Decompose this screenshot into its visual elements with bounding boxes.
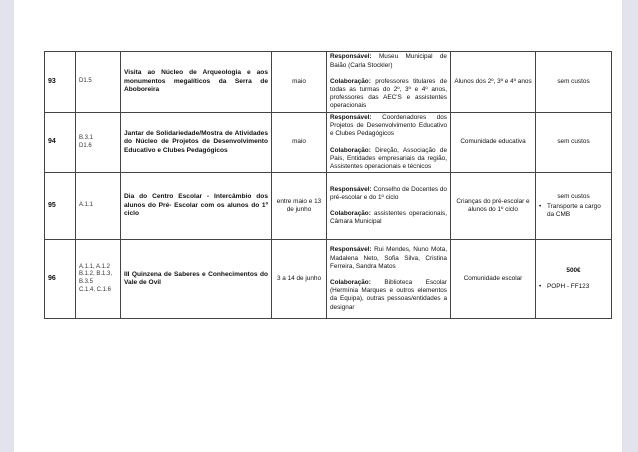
cost-text: sem custos (557, 192, 590, 200)
collaboration-label: Colaboração: (330, 146, 371, 154)
activities-table (44, 51, 612, 319)
target-audience: Comunidade escolar (451, 240, 536, 319)
activity-number: 96 (45, 240, 76, 319)
objective-code: A.1.1, A.1.2 (79, 263, 111, 270)
responsibles-cell (327, 52, 451, 113)
activity-date: maio (272, 52, 327, 113)
cost-cell (536, 173, 612, 240)
target-audience: Crianças do pré-escolar e alunos do 1º ciclo (451, 173, 536, 240)
responsible-label: Responsável: (330, 185, 372, 193)
responsible-label: Responsável: (330, 53, 372, 61)
collaboration-label: Colaboração: (330, 77, 371, 85)
activity-number: 93 (45, 52, 76, 113)
objective-code: B.1.2, B.1.3, (79, 271, 113, 278)
list-item: • POPH - FF123 (539, 283, 608, 291)
responsible-text: Conselho de Docentes do pré-escolar e do 1º ciclo (330, 185, 447, 201)
responsibles-cell (327, 113, 451, 173)
activity-title: Visita ao Núcleo de Arqueologia e aos monumentos megalíticos da Serra de Aboboreira (121, 52, 272, 113)
objective-code: B.3.1 (79, 134, 94, 141)
cost-cell (536, 113, 612, 173)
cost-text: sem custos (557, 138, 590, 146)
cost-list (539, 203, 608, 219)
activity-date: 3 a 14 de junho (272, 240, 327, 319)
collaboration-label: Colaboração: (330, 210, 371, 218)
list-item: • Transporte a cargo da CMB (539, 203, 608, 219)
responsibles-cell (327, 240, 451, 319)
activity-number: 95 (45, 173, 76, 240)
objective-code: D1.6 (79, 142, 92, 149)
collaboration-label: Colaboração: (330, 279, 371, 287)
collaboration-text: professores titulares de todas as turmas do 2º, 3º e 4º anos, professores das AEC'S e assistentes operacionais (330, 77, 447, 110)
collaboration-text: assistentes operacionais, Câmara Municipal (330, 210, 447, 226)
responsible-text: Coordenadores dos Projetos de Desenvolvimento Educativo e Clubes Pedagógicos (330, 114, 447, 138)
collaboration-text: Biblioteca Escolar (Hermínia Marques e outros elementos da Equipa), outras pessoas/entidades a designar (330, 279, 447, 311)
activity-title: Dia do Centro Escolar - Intercâmbio dos alunos do Pré- Escolar com os alunos do 1º ciclo (121, 173, 272, 240)
objective-codes (76, 113, 121, 173)
activity-title: Jantar de Solidariedade/Mostra de Atividades do Núcleo de Projetos de Desenvolvimento Educativo e Clubes Pedagógicos (121, 113, 272, 173)
objective-code: D1.5 (79, 78, 92, 85)
cost-cell (536, 52, 612, 113)
objective-code: C.1.4, C.1.6 (79, 286, 112, 293)
target-audience: Comunidade educativa (451, 113, 536, 173)
activity-date: maio (272, 113, 327, 173)
activity-date: entre maio e 13 de junho (272, 173, 327, 240)
table-row (45, 240, 612, 319)
responsible-label: Responsável: (330, 114, 372, 121)
objective-codes (76, 173, 121, 240)
document-page (14, 0, 622, 452)
objective-code: A.1.1 (79, 202, 94, 209)
target-audience: Alunos dos 2º, 3º e 4º anos (451, 52, 536, 113)
cost-list (539, 283, 608, 291)
table-row (45, 52, 612, 113)
objective-codes (76, 52, 121, 113)
cost-text: sem custos (557, 77, 590, 85)
table-row (45, 113, 612, 173)
responsibles-cell (327, 173, 451, 240)
objective-code: B.3.5 (79, 279, 94, 286)
responsible-text: Rui Mendes, Nuno Mota, Madalena Neto, Sofia Silva, Cristina Ferreira, Sandra Matos (330, 246, 447, 270)
objective-codes (76, 240, 121, 319)
cost-cell (536, 240, 612, 319)
cost-value: 500€ (566, 266, 581, 274)
table-row (45, 173, 612, 240)
responsible-text: Museu Municipal de Baião (Carla Stockler) (330, 53, 447, 69)
collaboration-text: Direção, Associação de Pais, Entidades empresariais da região, Assistentes operacionais e técnicos (330, 146, 447, 170)
activity-title: III Quinzena de Saberes e Conhecimentos do Vale de Ovil (121, 240, 272, 319)
activity-number: 94 (45, 113, 76, 173)
responsible-label: Responsável: (330, 246, 372, 254)
